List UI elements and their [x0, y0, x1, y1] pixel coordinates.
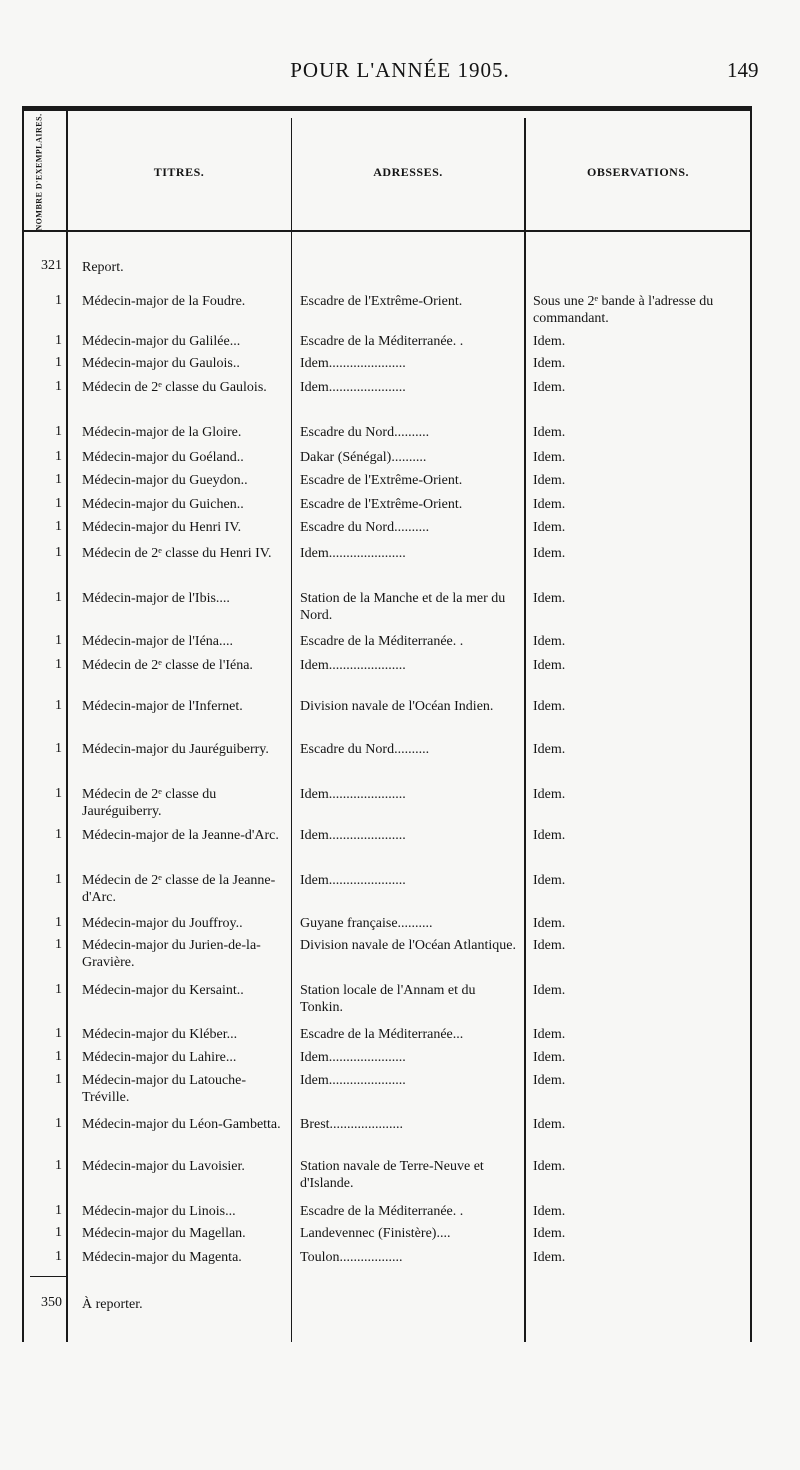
row-title: Médecin de 2ᵉ classe du Jauréguiberry. — [82, 787, 217, 819]
row-count: 1 — [55, 1072, 62, 1087]
row-address: Escadre de l'Extrême-Orient. — [300, 497, 463, 512]
row-address: Idem...................... — [300, 356, 406, 371]
row-title: Médecin-major de l'Iéna.... — [82, 634, 234, 649]
row-title: Médecin-major de l'Infernet. — [82, 699, 243, 714]
row-count: 1 — [55, 741, 62, 756]
row-title: Médecin-major de la Foudre. — [82, 294, 246, 309]
row-title: Médecin-major du Lavoisier. — [82, 1159, 245, 1174]
row-count: 1 — [55, 786, 62, 801]
row-count: 1 — [55, 827, 62, 842]
row-title: Médecin de 2ᵉ classe de la Jeanne-d'Arc. — [82, 873, 276, 905]
top-rule — [22, 106, 752, 111]
row-observation: Idem. — [533, 1073, 566, 1088]
row-address: Escadre de la Méditerranée. . — [300, 1204, 464, 1219]
row-count: 1 — [55, 590, 62, 605]
column-header-titres: TITRES. — [153, 165, 205, 179]
row-title: Médecin-major du Kersaint.. — [82, 983, 244, 998]
row-address: Dakar (Sénégal).......... — [300, 450, 427, 465]
row-observation: Idem. — [533, 497, 566, 512]
header-rule — [22, 230, 752, 232]
row-observation: Idem. — [533, 1250, 566, 1265]
row-address: Idem...................... — [300, 658, 406, 673]
row-observation: Idem. — [533, 591, 566, 606]
row-address: Idem...................... — [300, 873, 406, 888]
right-border — [750, 106, 752, 1342]
row-count: 1 — [55, 915, 62, 930]
row-address: Idem...................... — [300, 1050, 406, 1065]
row-observation: Idem. — [533, 983, 566, 998]
row-observation: Idem. — [533, 450, 566, 465]
row-title: Médecin-major du Gaulois.. — [82, 356, 240, 371]
col-divider-titles — [291, 118, 292, 1342]
page-title: POUR L'ANNÉE 1905. — [290, 58, 510, 82]
row-address: Escadre de la Méditerranée... — [300, 1027, 464, 1042]
row-count: 1 — [55, 1225, 62, 1240]
total-label: À reporter. — [82, 1297, 143, 1312]
row-title: Médecin-major de la Jeanne-d'Arc. — [82, 828, 279, 843]
row-observation: Idem. — [533, 916, 566, 931]
row-count: 1 — [55, 1049, 62, 1064]
row-count: 1 — [55, 1249, 62, 1264]
row-address: Guyane française.......... — [300, 916, 433, 931]
row-title: Médecin-major de l'Ibis.... — [82, 591, 230, 606]
row-count: 1 — [55, 937, 62, 952]
row-address: Escadre du Nord.......... — [300, 520, 430, 535]
report-label: Report. — [82, 260, 124, 275]
column-header-adresses: ADRESSES. — [373, 165, 443, 179]
row-title: Médecin-major du Jouffroy.. — [82, 916, 243, 931]
row-observation: Idem. — [533, 520, 566, 535]
row-title: Médecin-major du Linois... — [82, 1204, 236, 1219]
row-address: Division navale de l'Océan Indien. — [300, 699, 494, 714]
col-divider-count — [66, 106, 68, 1342]
row-observation: Idem. — [533, 334, 566, 349]
report-count: 321 — [41, 258, 62, 273]
row-observation: Idem. — [533, 1117, 566, 1132]
row-title: Médecin-major du Henri IV. — [82, 520, 242, 535]
row-title: Médecin-major du Galilée... — [82, 334, 241, 349]
row-count: 1 — [55, 1158, 62, 1173]
total-count: 350 — [41, 1295, 62, 1310]
left-border — [22, 106, 24, 1342]
row-observation: Idem. — [533, 828, 566, 843]
row-observation: Sous une 2ᵉ bande à l'adresse du commandant. — [533, 294, 714, 326]
row-observation: Idem. — [533, 873, 566, 888]
row-count: 1 — [55, 293, 62, 308]
row-title: Médecin de 2ᵉ classe du Gaulois. — [82, 380, 267, 395]
row-observation: Idem. — [533, 1159, 566, 1174]
row-observation: Idem. — [533, 699, 566, 714]
row-title: Médecin-major du Kléber... — [82, 1027, 238, 1042]
row-address: Idem...................... — [300, 828, 406, 843]
row-title: Médecin de 2ᵉ classe du Henri IV. — [82, 546, 272, 561]
row-title: Médecin-major du Goéland.. — [82, 450, 244, 465]
row-observation: Idem. — [533, 1204, 566, 1219]
row-observation: Idem. — [533, 658, 566, 673]
row-address: Escadre du Nord.......... — [300, 425, 430, 440]
row-observation: Idem. — [533, 742, 566, 757]
row-address: Station locale de l'Annam et du Tonkin. — [300, 983, 476, 1015]
row-title: Médecin-major du Jurien-de-la-Gravière. — [82, 938, 261, 970]
row-title: Médecin-major du Gueydon.. — [82, 473, 248, 488]
row-title: Médecin-major du Magellan. — [82, 1226, 246, 1241]
row-count: 1 — [55, 982, 62, 997]
row-title: Médecin-major de la Gloire. — [82, 425, 242, 440]
row-address: Escadre du Nord.......... — [300, 742, 430, 757]
row-count: 1 — [55, 872, 62, 887]
row-address: Brest..................... — [300, 1117, 404, 1132]
row-address: Station de la Manche et de la mer du Nord. — [300, 591, 506, 623]
row-count: 1 — [55, 1116, 62, 1131]
row-title: Médecin de 2ᵉ classe de l'Iéna. — [82, 658, 253, 673]
row-observation: Idem. — [533, 1226, 566, 1241]
col-divider-addresses — [524, 118, 526, 1342]
row-observation: Idem. — [533, 1050, 566, 1065]
row-address: Idem...................... — [300, 787, 406, 802]
row-count: 1 — [55, 379, 62, 394]
row-observation: Idem. — [533, 546, 566, 561]
column-header-observations: OBSERVATIONS. — [586, 165, 689, 179]
row-title: Médecin-major du Guichen.. — [82, 497, 244, 512]
row-count: 1 — [55, 449, 62, 464]
row-address: Toulon.................. — [300, 1250, 403, 1265]
column-header-exemplaires: NOMBRE D'EXEMPLAIRES. — [34, 113, 44, 231]
row-address: Division navale de l'Océan Atlantique. — [300, 938, 516, 953]
row-count: 1 — [55, 333, 62, 348]
row-address: Idem...................... — [300, 1073, 406, 1088]
row-address: Escadre de la Méditerranée. . — [300, 334, 464, 349]
row-title: Médecin-major du Lahire... — [82, 1050, 237, 1065]
row-observation: Idem. — [533, 356, 566, 371]
row-observation: Idem. — [533, 380, 566, 395]
row-count: 1 — [55, 496, 62, 511]
row-address: Landevennec (Finistère).... — [300, 1226, 451, 1241]
row-count: 1 — [55, 355, 62, 370]
row-count: 1 — [55, 519, 62, 534]
row-observation: Idem. — [533, 787, 566, 802]
total-rule — [30, 1276, 66, 1277]
row-title: Médecin-major du Magenta. — [82, 1250, 242, 1265]
row-count: 1 — [55, 545, 62, 560]
row-observation: Idem. — [533, 1027, 566, 1042]
row-count: 1 — [55, 698, 62, 713]
row-count: 1 — [55, 1026, 62, 1041]
row-observation: Idem. — [533, 425, 566, 440]
row-address: Escadre de l'Extrême-Orient. — [300, 473, 463, 488]
page-number: 149 — [727, 58, 759, 82]
row-address: Escadre de l'Extrême-Orient. — [300, 294, 463, 309]
row-title: Médecin-major du Léon-Gambetta. — [82, 1117, 281, 1132]
row-observation: Idem. — [533, 938, 566, 953]
row-address: Escadre de la Méditerranée. . — [300, 634, 464, 649]
row-title: Médecin-major du Latouche-Tréville. — [82, 1073, 247, 1105]
row-count: 1 — [55, 657, 62, 672]
row-observation: Idem. — [533, 473, 566, 488]
row-title: Médecin-major du Jauréguiberry. — [82, 742, 269, 757]
row-address: Idem...................... — [300, 380, 406, 395]
row-count: 1 — [55, 472, 62, 487]
row-count: 1 — [55, 424, 62, 439]
row-observation: Idem. — [533, 634, 566, 649]
row-count: 1 — [55, 1203, 62, 1218]
row-address: Idem...................... — [300, 546, 406, 561]
row-address: Station navale de Terre-Neuve et d'Islande. — [300, 1159, 484, 1191]
row-count: 1 — [55, 633, 62, 648]
